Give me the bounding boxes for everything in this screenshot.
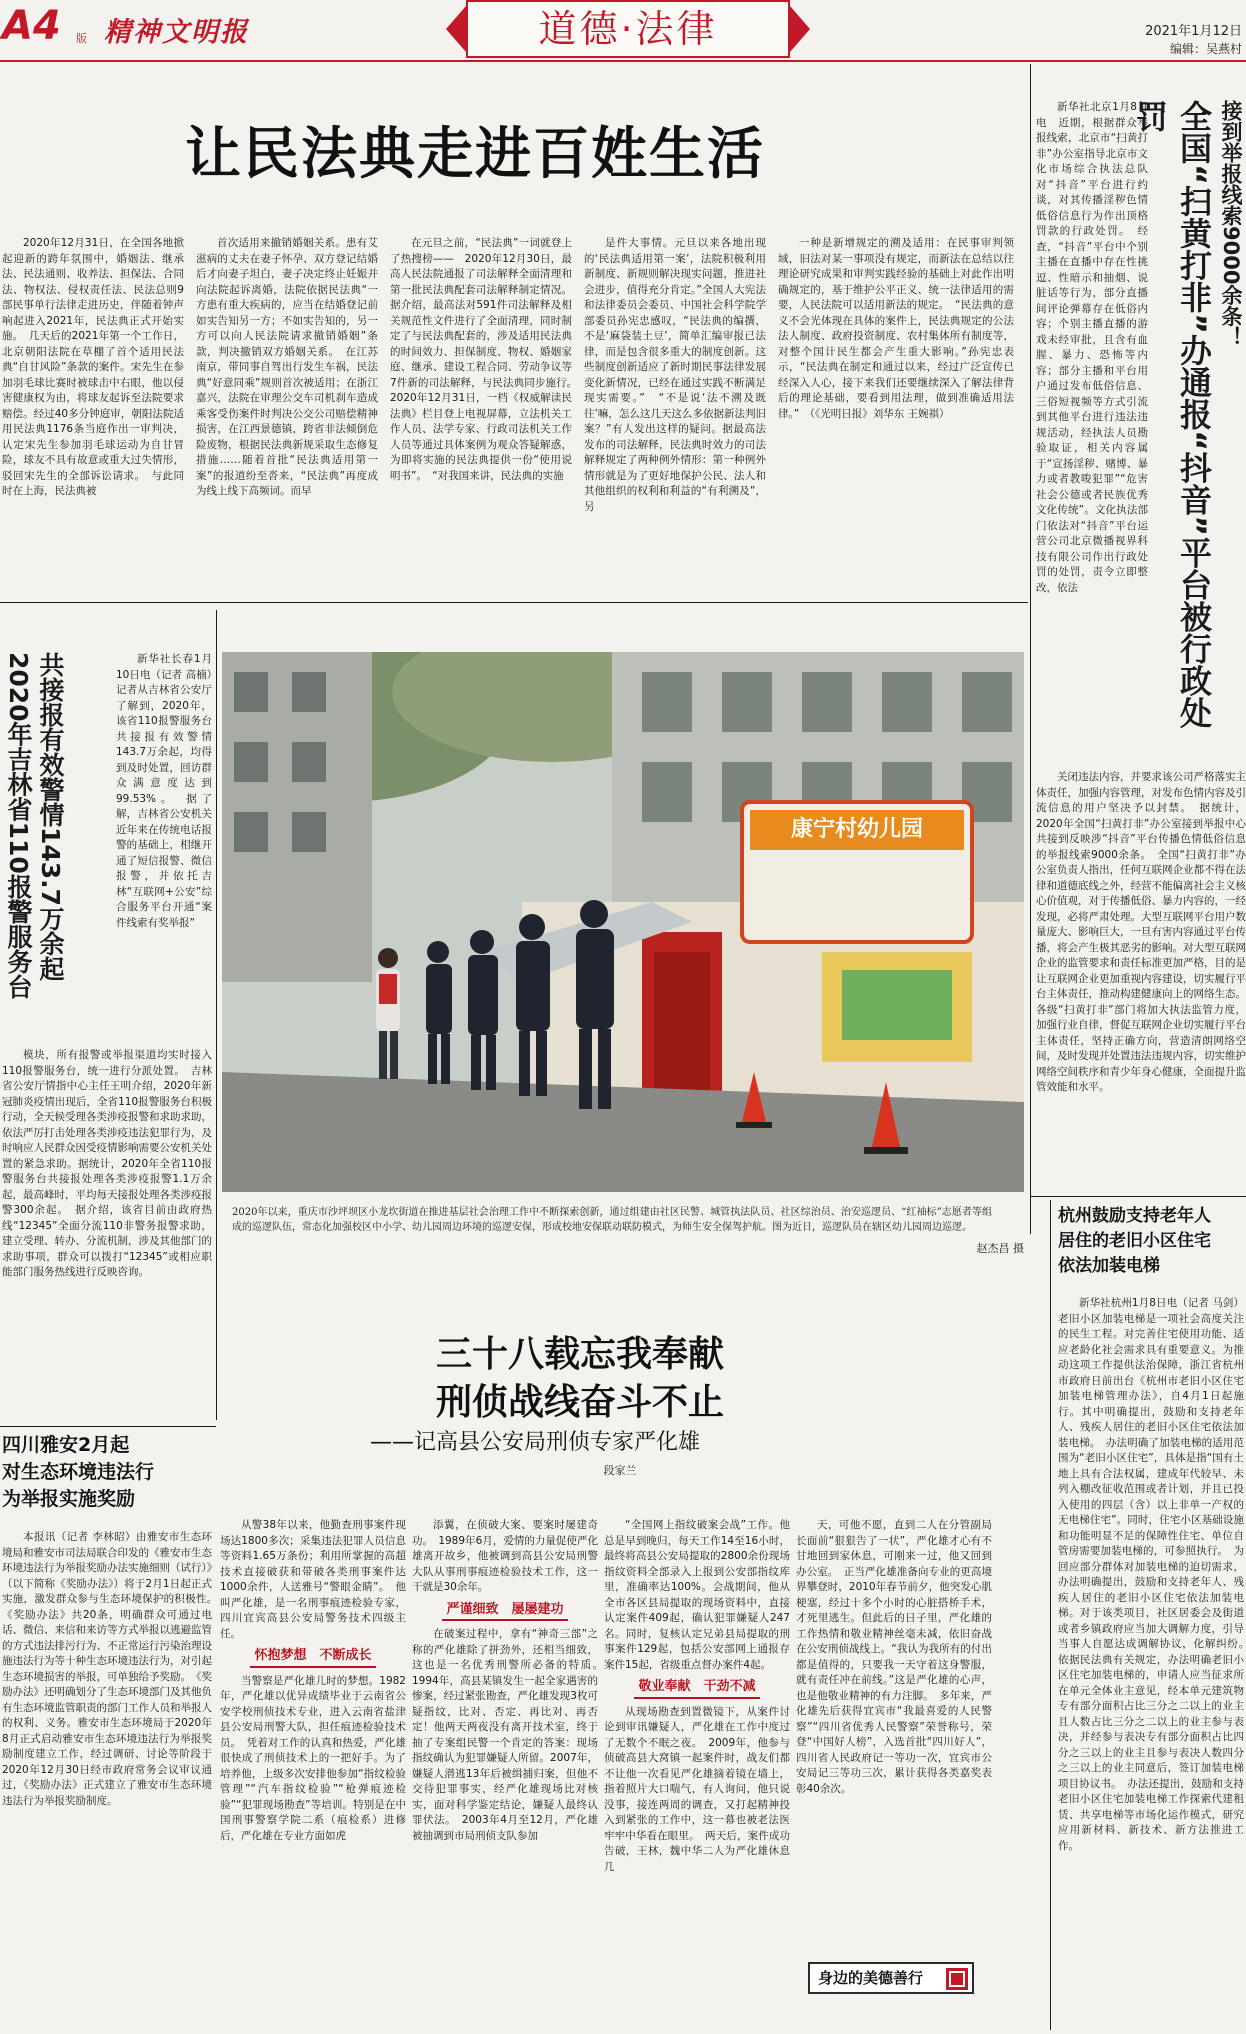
jilin-title: 共接报有效警情143.7万余起 bbox=[36, 652, 65, 982]
lead-column-text: 2020年12月31日，在全国各地掀起迎新的跨年氛围中，婚姻法、继承法、民法通则、收养法、担保法、合同法、物权法、侵权责任法、民法总则9部民事单行法律走进历史，伴随着钟声响起进入2021年，民法典正式开始实施。 几天后的2021年第一个工作日，北京朝阳法院在草棚了首个适用民法典“自甘风险”条款的案件。宋先生在参加羽毛球比赛时被球击中右眼，他以侵害健康权为由，将球友起诉至法院要求赔偿。经过40多分钟庭审，朝阳法院适用民法典1176条当庭作出一审判决，认定宋先生参加羽毛球运动为自甘冒险，球友不具有故意或重大过失情形，驳回宋先生的全部诉讼请求。 与此同时在上海，民法典被 bbox=[2, 237, 184, 497]
saohuang-body: 关闭违法内容，并要求该公司严格落实主体责任，加强内容管理，对发布色情内容及引流信息的用户坚决予以封禁。 据统计，2020年全国“扫黄打非”办公室接到举报中心共接到反映涉“抖音”平台传播色情低俗信息的举报线索9000余条。 全国“扫黄打非”办公室负责人指出，任何互联网企业都不得在法律和道德底线之外，经营不能偏离社会主义核心价值观，对于传播低俗、暴力内容的，一经发现，必将严肃处理。大型互联网平台用户数量庞大、影响巨大，一旦有害内容通过平台传播，将会产生极其恶劣的影响。对大型互联网企业的监管要求和责任标准更加严格，目的是让互联网企业更加重视内容建设，切实履行平台主体责任，推动构建健康向上的网络生态。各级“扫黄打非”部门将加大执法监管力度，加强行业自律，督促互联网企业切实履行平台主体责任，坚持正确方向，营造清朗网络空间，及时发现并处置违法违规内容，切实维护网络空间秩序和青少年身心健康，全面提升监管效能和水平。 bbox=[1036, 771, 1246, 1093]
feature-title-line2: 刑侦战线奋斗不止 bbox=[435, 1382, 724, 1423]
feature-title-line1: 三十八载忘我奉献 bbox=[435, 1334, 724, 1375]
lead-column-text: 一种是新增规定的溯及适用：在民事审判领域，旧法对某一事项没有规定，而新法在总结以往理论研究成果和审判实践经验的基础上对此作出明确规定的，基于维护公平正义、统一法律适用的需要，人民法院可以适用新法的规定。 “民法典的意义不会光体现在具体的案件上，民法典规定的公法法人制度、政府投资制度、农村集体所有制度等，对整个国计民生都会产生重大影响。”孙宪忠表示，“民法典在制定和通过以来，经过广泛宣传已经深入人心，接下来我们还要继续深入了解法律背后的理论基础，要看到用法理，做到准确适用法律。” （《光明日报》刘华东 王婉祺） bbox=[778, 237, 1014, 420]
feature-subhead: 严谨细致 屡屡建功 bbox=[442, 1602, 567, 1622]
virtue-badge-label: 身边的美德善行 bbox=[818, 1969, 924, 1987]
feature-byline: 段家兰 bbox=[603, 1464, 637, 1477]
page-suffix: 版 bbox=[76, 32, 87, 45]
saohuang-lead-paragraph: 新华社北京1月8日电 近期，根据群众举报线索，北京市“扫黄打非”办公室指导北京市文化市场综合执法总队对“抖音”平台进行约谈，对其传播淫秽色情低俗信息行为作出顶格罚款的行政处罚。 经查，“抖音”平台中个别主播在直播中存在性挑逗、性暗示和抽烟、说脏话等行为，部分直播间评论弹幕存在低俗内容；个别主播直播的游戏未经审批，且含有血腥、暴力、恐怖等内容；部分主播和平台用户通过发布低俗信息、三俗短视频等方式引流到其他平台进行违法违规活动，经执法人员勘验取证，相关内容属于“宣扬淫秽、赌博、暴力或者教唆犯罪”“危害社会公德或者民族优秀文化传统”。文化执法部门依法对“抖音”平台运营公司北京微播视界科技有限公司作出行政处罚的处罚，责令立即整改，依法 bbox=[1036, 101, 1148, 594]
feature-column bbox=[604, 1518, 790, 2030]
feature-column bbox=[796, 1518, 992, 1954]
saohuang-headline bbox=[1131, 100, 1246, 760]
issue-date: 2021年1月12日 bbox=[1145, 24, 1242, 39]
lead-headline: 让民法典走进百姓生活 bbox=[185, 122, 765, 187]
saohuang-wide-text bbox=[1036, 770, 1246, 1160]
photo-sign-text: 康宁村幼儿园 bbox=[790, 817, 923, 842]
lead-column bbox=[196, 236, 378, 594]
sichuan-body bbox=[2, 1530, 212, 2030]
jilin-kicker: 2020年吉林省110报警服务台 bbox=[4, 652, 33, 999]
lead-column bbox=[584, 236, 766, 594]
hangzhou-title-line: 杭州鼓励支持老年人 bbox=[1058, 1206, 1211, 1226]
seal-icon bbox=[944, 1966, 970, 1992]
feature-paragraph: 在破案过程中，拿有“神奇三部”之称的严化雄除了拼劲外，还相当细致，这也是一名优秀刑警所必备的特质。 1994年，高县某镇发生一起全家遇害的惨案，经过紧张勘查，严化雄发现3枚可疑指纹，比对、否定、再比对、再否定！他两天两夜没有离开技术室，终于抽了专案组民警一个肯定的答案：现场指纹确认为犯罪嫌疑人所留。2007年，嫌疑人潜逃13年后被缉捕归案，但他不交待犯罪事实，经严化雄现场比对核实，面对科学鉴定结论，嫌疑人最终认罪伏法。 2003年4月至12月，严化雄被抽调到市局刑侦支队参加 bbox=[412, 1628, 598, 1842]
feature-paragraph: 从现场勘查到置微镜下，从案件讨论到审讯嫌疑人，严化雄在工作中度过了无数个不眠之夜。 2009年，他参与侦破高县大窝镇一起案件时，战友们都不让他一次看见严化雄摘着镜在墙上，指着照片大口喘气，有人询问，他只说没事，接连两周的调查，又打起精神投入到紧张的工作中，这一幕也被老法医牢牢中华看在眼里。 两天后，案件成功告破，王林，魏中华二人为严化雄休息几 bbox=[604, 1705, 790, 1873]
saohuang-title: 全国“扫黄打非”办通报“抖音”平台被行政处罚 bbox=[1131, 100, 1213, 729]
saohuang-kicker: 接到举报线索9000余条！ bbox=[1219, 100, 1243, 348]
lead-column-text: 首次适用来撤销婚姻关系。患有艾滋病的丈夫在妻子怀孕、双方登记结婚后才向妻子坦白，妻子决定终止妊娠并向法院起诉离婚，法院依据民法典“一方患有重大疾病的，应当在结婚登记前如实告知另一方；不如实告知的，另一方可以向人民法院请求撤销婚姻”条款，判决撤销双方婚姻关系。 在江苏南京，带同事自驾出行发生车祸，民法典“好意同乘”规则首次被适用；在浙江嘉兴，法院在审理公交车司机刹车造成乘客受伤案件时判决公交公司赔偿精神损害，在江西景德镇，跨省非法倾倒危险废物，根据民法典新规采取生态修复措施……随着首批“民法典适用第一案”的报道纷至沓来，“民法典”再度成为线上线下高频词。而早 bbox=[196, 237, 378, 497]
hangzhou-title-line: 依法加装电梯 bbox=[1058, 1256, 1160, 1276]
banner-right-ornament bbox=[790, 6, 816, 52]
feature-intro: 从警38年以来，他勤查刑事案件现场达1800多次；采集违法犯罪人员信息等资料1.65万条份；利用所掌握的高超技术直接破获和带破各类刑事案件达1000余件，人送雅号“警眼金睛”。 他叫严化雄，是一名刑事痕迹检验专家，四川宜宾高县公安局警务技术四级主任。 bbox=[220, 1519, 406, 1640]
hangzhou-top-rule bbox=[1030, 1196, 1246, 1197]
news-photo bbox=[222, 652, 1024, 1192]
jilin-wide-text bbox=[2, 1048, 212, 1418]
feature-subhead: 敬业奉献 干劲不减 bbox=[634, 1679, 759, 1699]
virtue-badge bbox=[808, 1962, 974, 1994]
sichuan-title-line: 四川雅安2月起 bbox=[2, 1434, 130, 1456]
hangzhou-text: 新华社杭州1月8日电（记者 马剑）老旧小区加装电梯是一项社会高度关注的民生工程。对完善住宅使用功能、适应老龄化社会需求具有重要意义。为推动这项工作提供法治保障，浙江省杭州市政府日前出台《杭州市老旧小区住宅加装电梯管理办法》，自4月1日起施行。其中明确提出，鼓励和支持老年人、残疾人居住的老旧小区住宅依法加装电梯。 办法明确了加装电梯的适用范围为“老旧小区住宅”，具体是指“国有土地上具有合法权属，建成年代较早、未列入棚改征收范围或者计划，并且已投入使用的四层（含）以上非单一产权的无电梯住宅”。同时，住宅小区基础设施和功能明显不足的保障性住宅、单位自管房需要加装电梯的，可参照执行。 为回应部分群体对加装电梯的迫切需求，办法明确提出，鼓励和支持老年人、残疾人居住的老旧小区住宅依法加装电梯。对于该类项目，社区居委会及街道或者乡镇政府应当加大调解力度，引导当事人自愿达成调解协议，化解纠纷。 依据民法典有关规定，办法明确老旧小区住宅加装电梯的，申请人应当征求所在单元全体业主意见，经本单元建筑物专有部分面积占比三分之二以上的业主且人数占比三分之二以上的业主参与表决，并经参与表决专有部分面积占比四分之三以上的业主且参与表决人数四分之三以上的业主同意后，签订加装电梯项目协议书。 办法还提出，鼓励和支持老旧小区住宅加装电梯工作探索代建租赁、共享电梯等市场化运作模式，研究应用新材料、新技术、新方法推进工作。 bbox=[1058, 1297, 1244, 1852]
lead-column bbox=[390, 236, 572, 594]
jilin-headline bbox=[0, 652, 66, 1012]
sichuan-title-line: 对生态环境违法行 bbox=[2, 1461, 155, 1483]
section-banner bbox=[466, 0, 790, 58]
photo-caption bbox=[232, 1205, 992, 1235]
right-column-divider bbox=[1030, 64, 1031, 1234]
sichuan-top-rule bbox=[0, 1426, 216, 1427]
jilin-lead-paragraph: 新华社长春1月10日电（记者 高楠）记者从吉林省公安厅了解到，2020年，该省110报警服务台共接报有效警情143.7万余起，均得到及时处置，回访群众满意度达到99.53%。 据了解，吉林省公安机关近年来在传统电话报警的基础上，相继开通了短信报警、微信报警，并依托吉林“互联网+公安”综合服务平台开通“案件线索有奖举报” bbox=[116, 653, 212, 929]
masthead bbox=[0, 0, 1246, 62]
jilin-narrow-text bbox=[116, 652, 212, 1042]
feature-paragraph: 添翼，在侦破大案、要案时屡建奇功。 1989年6月，爱情的力量促使严化雄离开故乡，他被调到高县公安局刑警大队从事刑事痕迹检验技术工作，这一干就是30余年。 bbox=[412, 1519, 598, 1593]
feature-paragraph: “全国网上指纹破案会战”工作。他总是早到晚归，每天工作14至16小时，最终将高县公安局提取的2800余份现场指纹资料全部录入上报到公安部指纹库里，准确率达100%。会战期间，他从全市各区县局提取的现场资料中，直接认定案件409起，确认犯罪嫌疑人247名。同时，复核认定兄弟县局提取的刑事案件129起，包括公安部网上通报存案件15起，省级重点督办案件4起。 bbox=[604, 1519, 790, 1671]
feature-paragraph: 天，可他不愿，直到二人在分管副局长面前“狠狠告了一状”，严化雄才心有不甘地回到家休息，可刚来一过，他又回到办公室。 正当严化雄准备向专业的更高境界攀登时，2010年春节前夕，他突发心肌梗塞，经过十多个小时的心脏搭桥手术，才死里逃生。但此后的日子里，严化雄的工作热情和敬业精神丝毫未减，依旧奋战在公安刑侦战线上。“我认为我所有的付出都是值得的，只要我一天守着这身警服，就有责任冲在前线。”这是严化雄的心声，也是他敬业精神的有力注脚。 多年来，严化雄先后获得宜宾市“我最喜爱的人民警察”“四川省优秀人民警察”荣誉称号，荣登“中国好人榜”，入选首批“四川好人”，四川省人民政府记一等功一次，宜宾市公安局记三等功三次，累计获得各类嘉奖表彰40余次。 bbox=[796, 1519, 992, 1795]
lead-column bbox=[778, 236, 1014, 594]
hangzhou-headline bbox=[1058, 1204, 1244, 1279]
section-divider bbox=[0, 602, 1028, 603]
photo-caption-text: 2020年以来，重庆市沙坪坝区小龙坎街道在推进基层社会治理工作中不断探索创新，通过组建由社区民警、城管执法队员、社区综治员、治安巡逻员、“红袖标”志愿者等组成的巡逻队伍，常态化加强校区中小学、幼儿园周边环境的巡逻安保，形成校地安保联动联防模式，为师生安全保驾护航。图为近日，巡逻队员在辖区幼儿园周边巡逻。 bbox=[232, 1207, 992, 1233]
hangzhou-body bbox=[1058, 1296, 1244, 2030]
hangzhou-left-rule bbox=[1050, 1200, 1051, 2030]
lead-column-text: 是件大事情。元旦以来各地出现的‘民法典适用第一案’，法院积极利用新制度、新规则解决现实问题，推进社会进步，值得充分肯定。”全国人大宪法和法律委员会委员、中国社会科学院学部委员孙宪忠感叹，“民法典的编撰，不是‘麻袋装土豆’，简单汇编审报已法律，而是包含很多重大的制度创新。这些制度创新适应了新时期民事法律发展变化新情况，已经在通过实践不断满足现实需要。” “不是说‘法不溯及既往’嘛，怎么这几天这么多依据新法判旧案？”有人发出这样的疑问。据最高法发布的司法解释，民法典时效力的司法解释规定了两种例外情形：第一种例外情形就是为了更好地保护公民、法人和其他组织的权利和利益的“有利溯及”，另 bbox=[584, 237, 766, 513]
feature-paragraph: 当警察是严化雄儿时的梦想。1982年，严化雄以优异成绩毕业于云南省公安学校刑侦技术专业，进入云南省盐津县公安局刑警大队，担任痕迹检验技术员。 凭着对工作的认真和热爱，严化雄很快成了刑侦技术上的一把好手。为了培养他，上级多次安排他参加“指纹检验管理”“汽车指纹检验”“枪弹痕迹检验”“犯罪现场勘查”等培训。特别是在中国刑事警察学院二系（痕检系）进修后，严化雄在专业方面如虎 bbox=[220, 1674, 406, 1842]
sichuan-title-line: 为举报实施奖励 bbox=[2, 1488, 136, 1510]
left-column-divider bbox=[216, 610, 217, 1420]
masthead-rule bbox=[0, 60, 1246, 62]
page-number: A4 bbox=[2, 3, 61, 49]
jilin-body: 模块，所有报警或举报渠道均实时接入110报警服务台，统一进行分派处置。 吉林省公安厅情指中心主任王明介绍，2020年新冠肺炎疫情出现后，全省110报警服务台积极行动，全天候受理各类涉疫报警和求助求助，依法严厉打击处理各类涉疫违法犯罪行为，及时响应人民群众因受疫情影响需要公安机关处置的紧急求助。据统计，2020年全省110报警服务台共接报处理各类涉疫报警1.1万余起，最高峰时，平均每天接报处理各类涉疫报警300余起。 据介绍，该省目前由政府热线“12345”全面分流110非警务报警求助，建立受理、转办、分流机制，涉及其他部门的求助事项，群众可以拨打“12345”或相应职能部门服务热线进行反映咨询。 bbox=[2, 1049, 212, 1278]
feature-subtitle: ——记高县公安局刑侦专家严化雄 bbox=[370, 1430, 701, 1455]
sichuan-headline bbox=[2, 1432, 212, 1513]
editor-credit: 编辑：吴燕村 bbox=[1169, 42, 1242, 56]
feature-column bbox=[412, 1518, 598, 2030]
hangzhou-title-line: 居住的老旧小区住宅 bbox=[1058, 1231, 1211, 1251]
sichuan-text: 本报讯（记者 李林昭）由雅安市生态环境局和雅安市司法局联合印发的《雅安市生态环境违法行为举报奖励办法实施细则（试行）》（以下简称《奖励办法》）将于2月1日起正式实施，激发群众参与生态环境保护的积极性。 《奖励办法》共20条，明确群众可通过电话、微信、来信和来访等方式举报以逃避监管的方式违法排污行为、不正常运行污染治理设施违法行为等十种生态环境违法行为，对引起生态环境损害的举报，可单独给予奖励。 《奖励办法》还明确划分了生态环境部门及其他负有生态环境监管职责的部门工作人员和举报人的权利、义务。雅安市生态环境局于2020年8月正式启动雅安市生态环境违法行为举报奖励制度建立工作，经过调研、讨论等阶段于2020年12月30日经市政府常务会议审议通过，《奖励办法》正式建立了雅安市生态环境违法行为举报奖励制度。 bbox=[2, 1531, 212, 1807]
lead-column bbox=[2, 236, 184, 594]
lead-column-text: 在元旦之前，“民法典”一词就登上了热搜榜—— 2020年12月30日，最高人民法院通报了司法解释全面清理和第一批民法典配套司法解释制定情况。据介绍，最高法对591件司法解释及相关规范性文件进行了全面清理，同时制定了与民法典配套的，涉及适用民法典的时间效力、担保制度、物权、婚姻家庭、继承、建设工程合同、劳动争议等7件新的司法解释，与民法典同步施行。 2020年12月31日，一档《权威解读民法典》栏目登上电视屏幕，立法机关工作人员、法学专家、行政司法机关工作人员等通过具体案例为观众答疑解惑，为即将实施的民法典提供一份“使用说明书”。 “对我国来讲，民法典的实施 bbox=[390, 237, 572, 482]
section-title: 道德·法律 bbox=[538, 7, 718, 51]
photo-illustration bbox=[222, 652, 1024, 1192]
feature-subhead: 怀抱梦想 不断成长 bbox=[250, 1648, 375, 1668]
banner-left-ornament bbox=[440, 6, 466, 52]
feature-column bbox=[220, 1518, 406, 2030]
paper-name: 精神文明报 bbox=[104, 17, 249, 48]
photo-credit: 赵杰昌 摄 bbox=[976, 1242, 1024, 1255]
